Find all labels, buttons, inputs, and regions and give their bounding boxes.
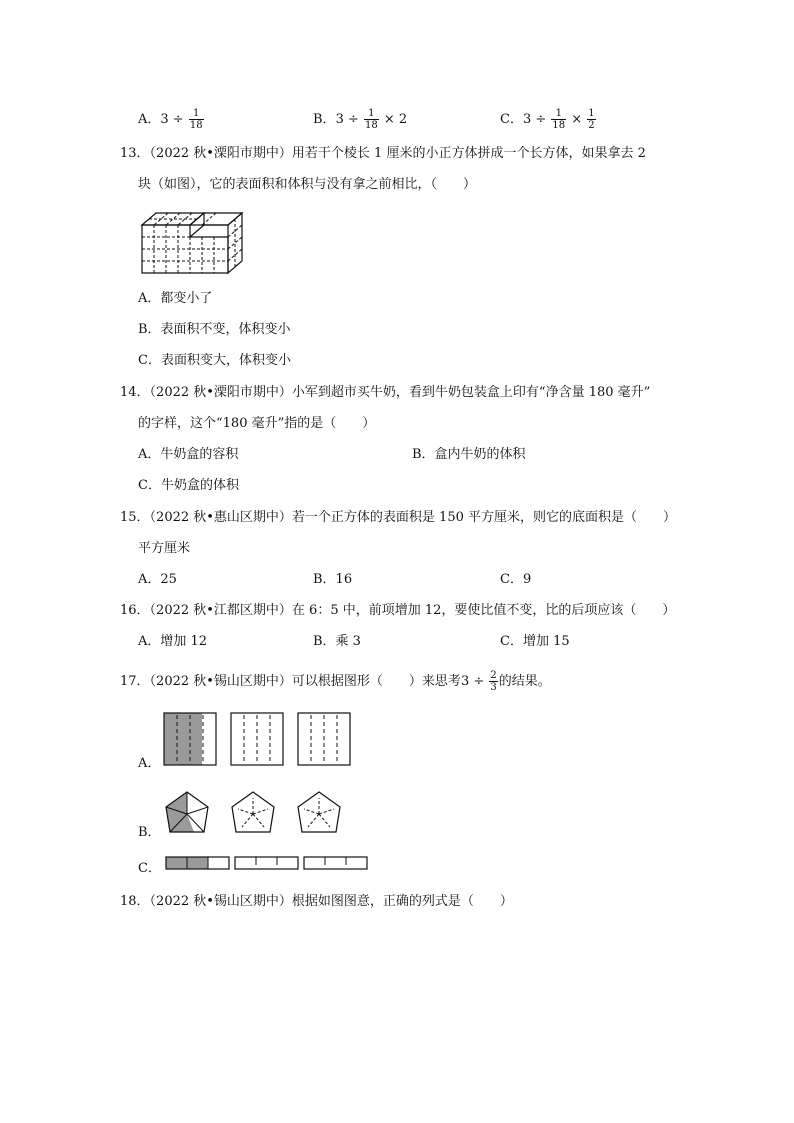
q13-option-b: B．表面积不变，体积变小 <box>138 322 291 337</box>
q16-option-b: B．乘 3 <box>313 634 361 649</box>
numerator: 2 <box>490 670 497 681</box>
q12-option-a <box>138 108 205 131</box>
option-letter: A． <box>138 112 161 127</box>
option-letter: B． <box>313 112 336 127</box>
numerator: 1 <box>555 108 562 119</box>
q17-option-c-label: C． <box>138 861 161 876</box>
option-letter: C． <box>500 112 523 127</box>
expr-text: 3 ÷ <box>460 674 489 689</box>
numerator: 1 <box>368 108 375 119</box>
q15-option-b: B．16 <box>313 572 353 587</box>
q13-option-c: C．表面积变大，体积变小 <box>138 353 291 368</box>
denominator: 18 <box>552 120 566 131</box>
q14-option-c: C．牛奶盒的体积 <box>138 478 239 493</box>
expr-text: × <box>567 112 587 127</box>
q15-option-a: A．25 <box>138 572 177 587</box>
q16-stem-line1: 16．（2022 秋•江都区期中）在 6：5 中，前项增加 12，要使比值不变，比的后项应该（ ） <box>120 603 676 618</box>
q16-option-c: C．增加 15 <box>500 634 570 649</box>
squares-figure <box>162 711 358 767</box>
q17-option-b-label: B． <box>138 825 161 840</box>
q12-option-b <box>313 108 407 131</box>
pentagons-figure <box>162 790 352 836</box>
q14-option-a: A．牛奶盒的容积 <box>138 447 239 462</box>
expr-text: 3 ÷ <box>160 112 188 127</box>
denominator: 2 <box>588 120 595 131</box>
denominator: 18 <box>189 120 203 131</box>
q13-option-a: A．都变小了 <box>138 291 213 306</box>
fraction <box>551 108 566 131</box>
fraction <box>489 670 497 693</box>
fraction <box>587 108 595 131</box>
numerator: 1 <box>193 108 200 119</box>
expr-text: 3 ÷ <box>335 112 363 127</box>
q15-stem-line2: 平方厘米 <box>138 541 191 556</box>
q13-stem-line2: 块（如图），它的表面积和体积与没有拿之前相比，（ ） <box>138 177 477 192</box>
numerator: 1 <box>588 108 595 119</box>
q17-prefix: 17．（2022 秋•锡山区期中）可以根据图形（ ）来思考 <box>120 674 461 689</box>
expr-text: 3 ÷ <box>522 112 551 127</box>
q17-stem <box>120 670 551 693</box>
bars-figure <box>164 855 370 871</box>
q14-option-b: B．盒内牛奶的体积 <box>412 447 526 462</box>
q14-stem-line2: 的字样，这个“180 毫升”指的是（ ） <box>138 416 376 431</box>
denominator: 3 <box>490 682 497 693</box>
q17-option-a-label: A． <box>138 756 161 771</box>
expr-text: × 2 <box>379 112 408 127</box>
q12-option-c <box>500 108 597 131</box>
q13-stem-line1: 13．（2022 秋•溧阳市期中）用若干个棱长 1 厘米的小正方体拼成一个长方体，如果拿去 2 <box>120 146 646 161</box>
q16-option-a: A．增加 12 <box>138 634 208 649</box>
q17-suffix: 的结果。 <box>498 674 551 689</box>
q15-option-c: C．9 <box>500 572 532 587</box>
q15-stem-line1: 15．（2022 秋•惠山区期中）若一个正方体的表面积是 150 平方厘米，则它的底面积是（ ） <box>120 510 677 525</box>
cuboid-figure <box>138 203 248 275</box>
fraction <box>364 108 379 131</box>
q14-stem-line1: 14．（2022 秋•溧阳市期中）小军到超市买牛奶，看到牛奶包装盒上印有“净含量 180 毫升” <box>120 385 651 400</box>
q18-stem-line1: 18．（2022 秋•锡山区期中）根据如图图意，正确的列式是（ ） <box>120 894 513 909</box>
denominator: 18 <box>365 120 378 131</box>
fraction <box>189 108 204 131</box>
